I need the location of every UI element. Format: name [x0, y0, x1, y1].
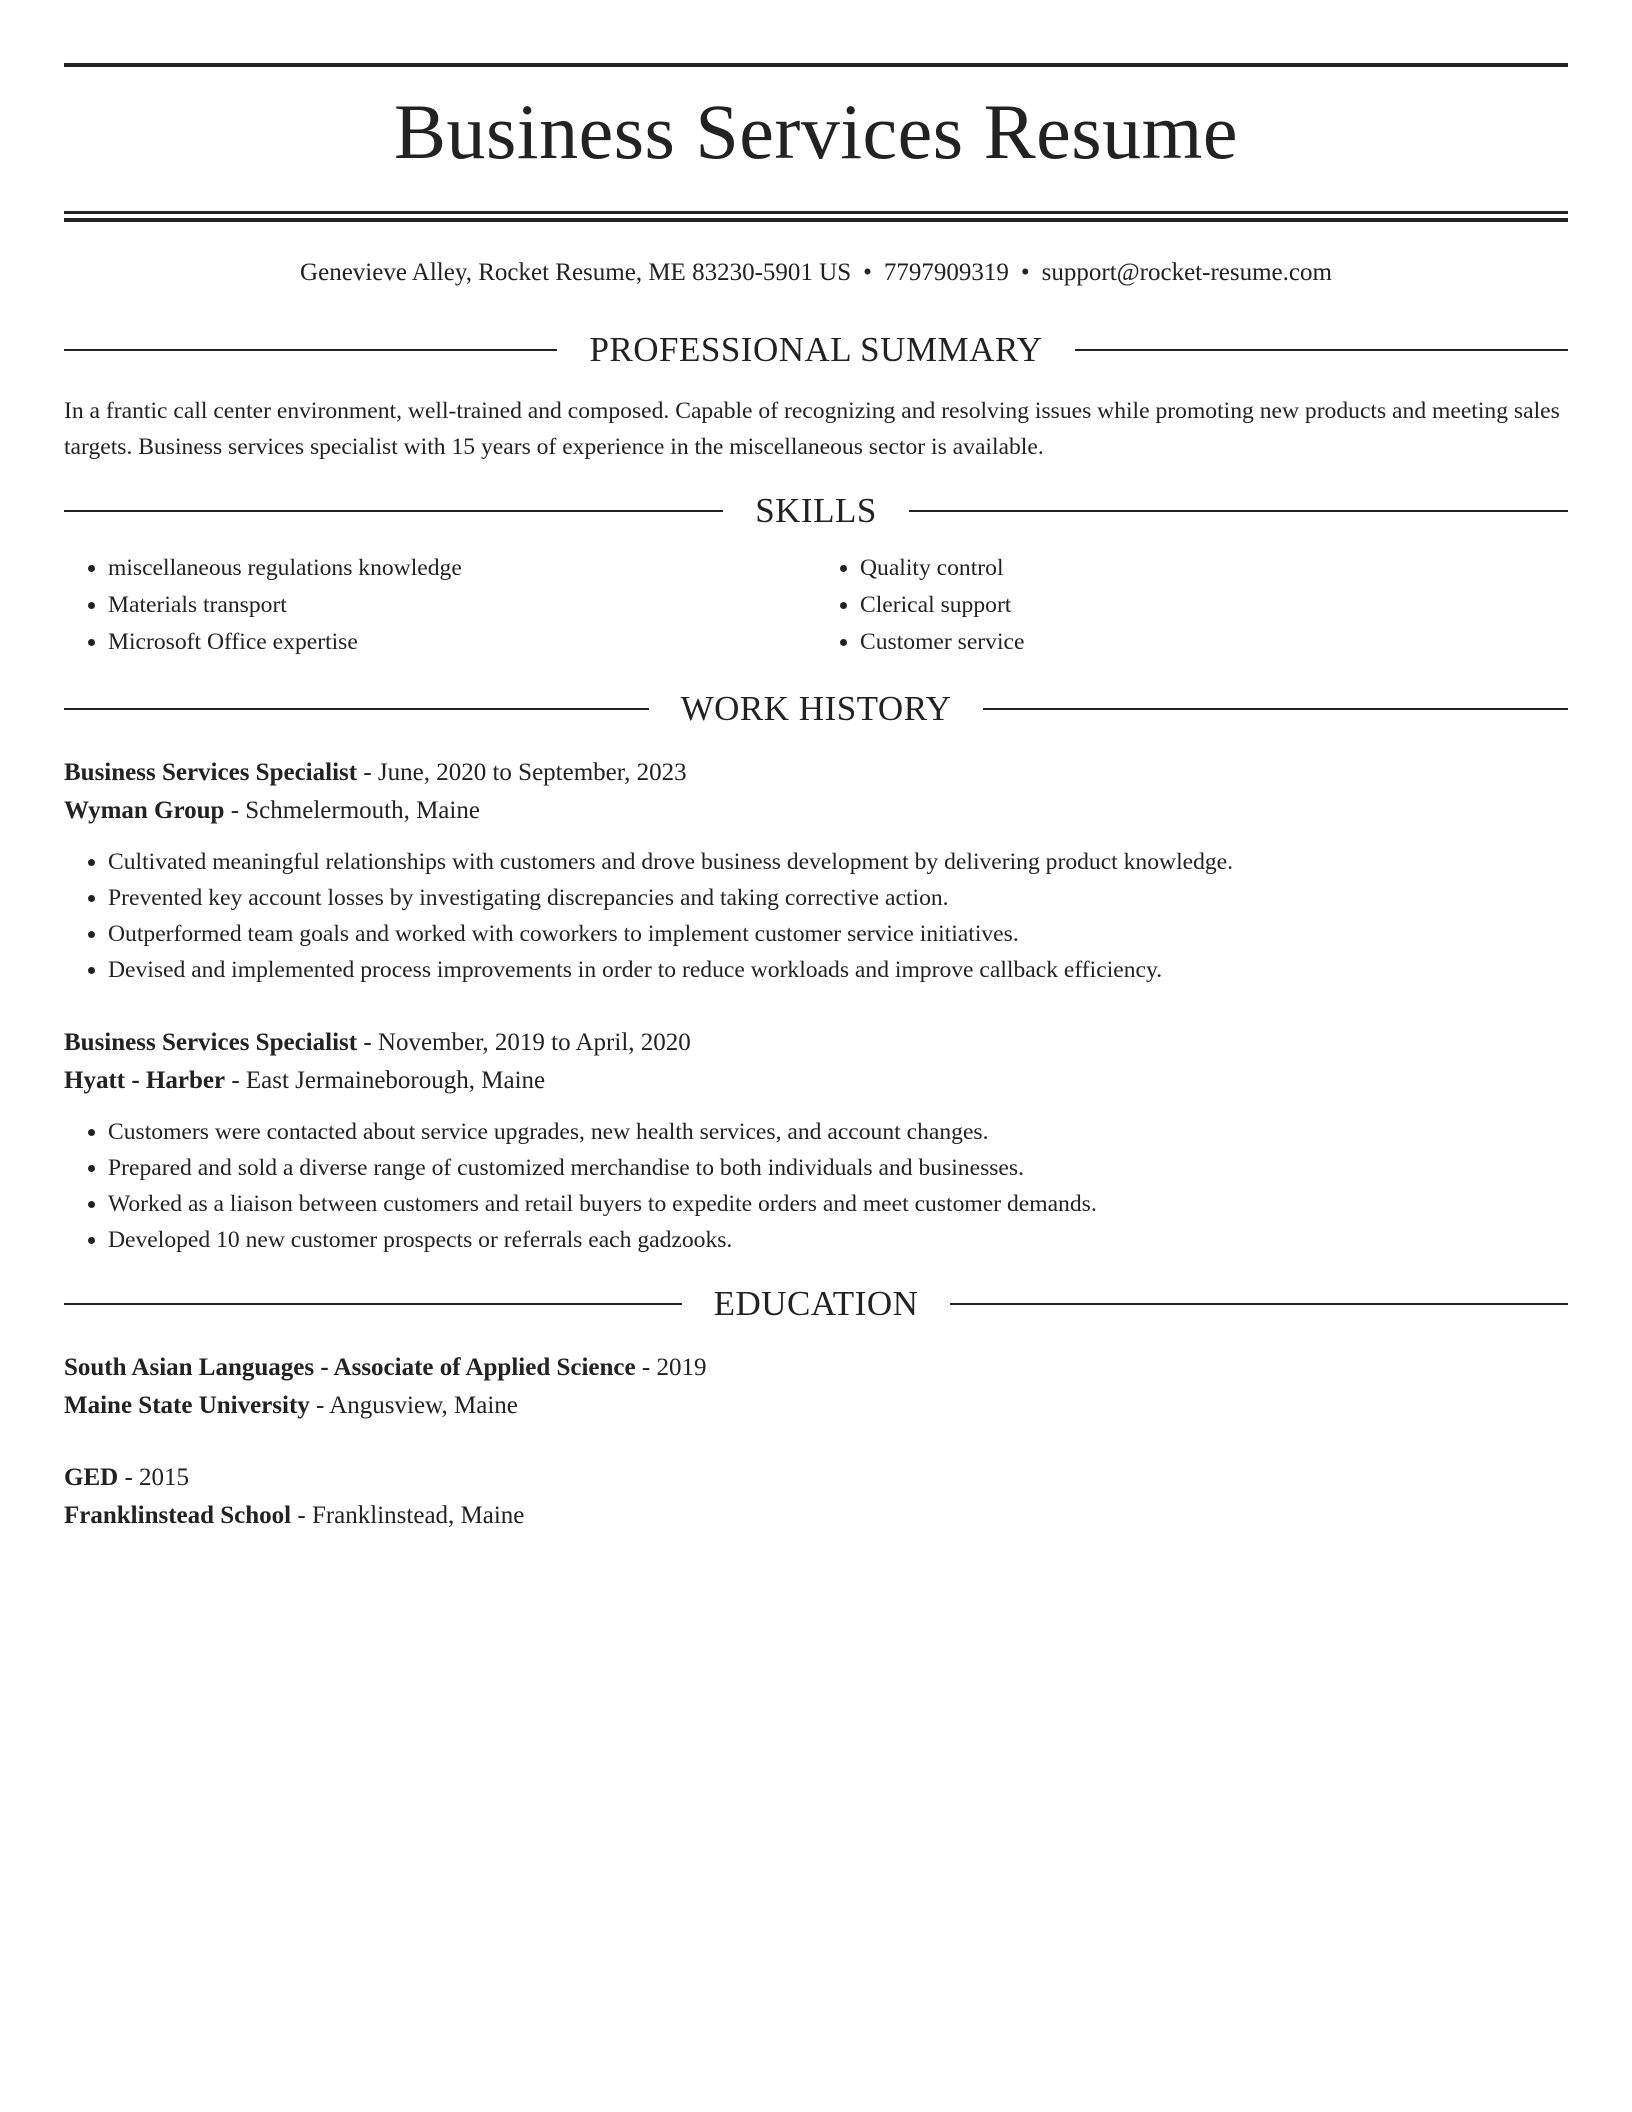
job-bullets	[64, 1114, 1568, 1258]
education-school: Franklinstead School	[64, 1502, 292, 1529]
job-bullet: • Devised and implemented process improvements in order to reduce workloads and improve callback efficiency.	[108, 952, 1568, 988]
section-rule	[1075, 349, 1568, 351]
section-rule	[64, 510, 723, 512]
education-school: Maine State University	[64, 1392, 310, 1419]
section-title: WORK HISTORY	[680, 689, 952, 728]
section-header-education	[64, 1286, 1568, 1321]
job-location: Schmelermouth, Maine	[245, 797, 480, 824]
section-header-summary	[64, 332, 1568, 367]
section-rule	[983, 708, 1568, 710]
job-company: Hyatt - Harber	[64, 1067, 226, 1094]
job-company-line	[64, 792, 1568, 830]
education-school-line	[64, 1387, 1568, 1425]
skill-item: • Microsoft Office expertise	[108, 624, 816, 661]
job-bullets	[64, 844, 1568, 988]
skill-item: • Materials transport	[108, 587, 816, 624]
job-role: Business Services Specialist	[64, 1029, 358, 1056]
education-degree-line	[64, 1459, 1568, 1497]
job-company: Wyman Group	[64, 797, 225, 824]
job-dates: June, 2020 to September, 2023	[377, 759, 687, 786]
contact-separator: •	[1020, 259, 1030, 286]
resume-title: Business Services Resume	[394, 88, 1238, 175]
job-dates: November, 2019 to April, 2020	[377, 1029, 691, 1056]
section-header-skills	[64, 493, 1568, 528]
job-company-line	[64, 1062, 1568, 1100]
job-bullet: • Prepared and sold a diverse range of customized merchandise to both individuals and businesses.	[108, 1150, 1568, 1186]
contact-info	[64, 258, 1568, 288]
section-title: PROFESSIONAL SUMMARY	[589, 330, 1043, 369]
contact-email: support@rocket-resume.com	[1041, 259, 1332, 286]
contact-phone: 7797909319	[883, 259, 1009, 286]
job-bullet: • Worked as a liaison between customers and retail buyers to expedite orders and meet customer demands.	[108, 1186, 1568, 1222]
job-bullet: • Prevented key account losses by investigating discrepancies and taking corrective action.	[108, 880, 1568, 916]
section-rule	[909, 510, 1568, 512]
section-rule	[950, 1303, 1568, 1305]
contact-address: Genevieve Alley, Rocket Resume, ME 83230-5901 US	[300, 259, 852, 286]
dash: -	[291, 1502, 312, 1529]
dash: -	[225, 1067, 246, 1094]
job-bullet: • Developed 10 new customer prospects or referrals each gadzooks.	[108, 1222, 1568, 1258]
skill-item: • Quality control	[860, 550, 1568, 587]
section-title: EDUCATION	[713, 1284, 919, 1323]
summary-text: In a frantic call center environment, well-trained and composed. Capable of recognizing and resolving issues while promoting new products and meeting sales targets. Business services specialist with 15 years of experience in the miscellaneous sector is available.	[64, 398, 1560, 460]
job-entry	[64, 1024, 1568, 1258]
skills-column-right	[816, 550, 1568, 661]
skill-item: • Clerical support	[860, 587, 1568, 624]
dash: -	[118, 1464, 140, 1491]
job-title-line	[64, 754, 1568, 792]
education-degree-line	[64, 1349, 1568, 1387]
education-school-line	[64, 1497, 1568, 1535]
education-year: 2019	[656, 1354, 707, 1381]
title-bottom-rule	[64, 211, 1568, 222]
contact-separator: •	[863, 259, 872, 286]
education-degree: South Asian Languages - Associate of Applied Science	[64, 1354, 636, 1381]
dash: -	[309, 1392, 330, 1419]
job-title-line	[64, 1024, 1568, 1062]
section-header-work	[64, 691, 1568, 726]
section-title: SKILLS	[755, 491, 877, 530]
dash: -	[357, 759, 378, 786]
skills-column-left	[64, 550, 816, 661]
job-entry	[64, 754, 1568, 988]
dash: -	[224, 797, 246, 824]
education-entry	[64, 1459, 1568, 1535]
job-bullet: • Customers were contacted about service upgrades, new health services, and account changes.	[108, 1114, 1568, 1150]
skill-item: • miscellaneous regulations knowledge	[108, 550, 816, 587]
job-bullet: • Cultivated meaningful relationships with customers and drove business development by delivering product knowledge.	[108, 844, 1568, 880]
education-location: Franklinstead, Maine	[311, 1502, 525, 1529]
job-location: East Jermaineborough, Maine	[245, 1067, 546, 1094]
education-year: 2015	[139, 1464, 190, 1491]
job-bullet: • Outperformed team goals and worked with coworkers to implement customer service initiatives.	[108, 916, 1568, 952]
job-role: Business Services Specialist	[64, 759, 358, 786]
education-location: Angusview, Maine	[329, 1392, 518, 1419]
dash: -	[357, 1029, 378, 1056]
education-entry	[64, 1349, 1568, 1425]
skills-list	[64, 550, 1568, 661]
section-rule	[64, 708, 649, 710]
section-rule	[64, 1303, 682, 1305]
section-rule	[64, 349, 557, 351]
skill-item: • Customer service	[860, 624, 1568, 661]
education-degree: GED	[64, 1464, 119, 1491]
dash: -	[635, 1354, 657, 1381]
